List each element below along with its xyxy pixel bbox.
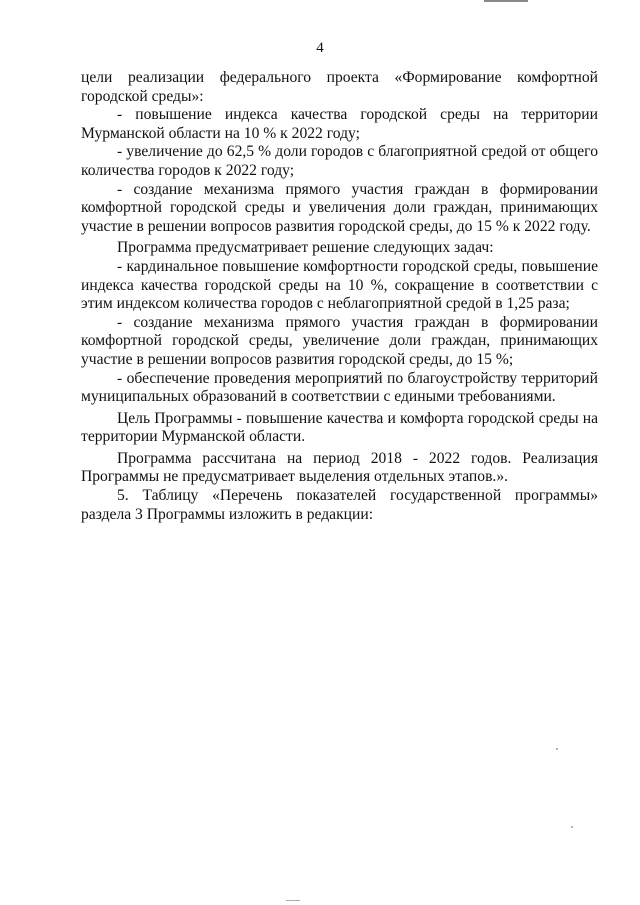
paragraph: Программа предусматривает решение следующих задач: xyxy=(117,239,494,257)
page-number: 4 xyxy=(316,40,324,56)
document-body xyxy=(81,69,598,524)
paragraph: 5. Таблицу «Перечень показателей государственной программы» раздела 3 Программы изложить в редакции: xyxy=(81,487,598,523)
paragraph: - обеспечение проведения мероприятий по благоустройству территорий муниципальных образований в соответствии с едиными требованиями. xyxy=(81,369,598,406)
paragraph: - создание механизма прямого участия граждан в формировании комфортной городской среды и увеличения доли граждан, принимающих участие в решении вопросов развития городской среды, до 15 % к 2022 году. xyxy=(81,180,598,235)
paragraph: - создание механизма прямого участия граждан в формировании комфортной городской среды, увеличение доли граждан, принимающих участие в решении вопросов развития городской среды, до 15 %; xyxy=(81,313,598,368)
scan-speck xyxy=(571,826,573,828)
paragraph: - увеличение до 62,5 % доли городов с благоприятной средой от общего количества городов к 2022 году; xyxy=(81,143,598,179)
paragraph: - кардинальное повышение комфортности городской среды, повышение индекса качества городской среды на 10 %, сокращение в соответствии с этим индексом количества городов с неблагоприятной средой в 1,25 раза; xyxy=(81,257,598,313)
paragraph: Программа рассчитана на период 2018 - 2022 годов. Реализация Программы не предусматривает выделения отдельных этапов.». xyxy=(81,449,598,486)
paragraph: Цель Программы - повышение качества и комфорта городской среды на территории Мурманской области. xyxy=(81,409,598,446)
scan-mark xyxy=(286,900,300,901)
scan-speck xyxy=(556,748,558,750)
paragraph: - повышение индекса качества городской среды на территории Мурманской области на 10 % к 2022 году; xyxy=(81,106,598,142)
scan-mark xyxy=(484,0,528,2)
paragraph: цели реализации федерального проекта «Формирование комфортной городской среды»: xyxy=(81,69,598,105)
